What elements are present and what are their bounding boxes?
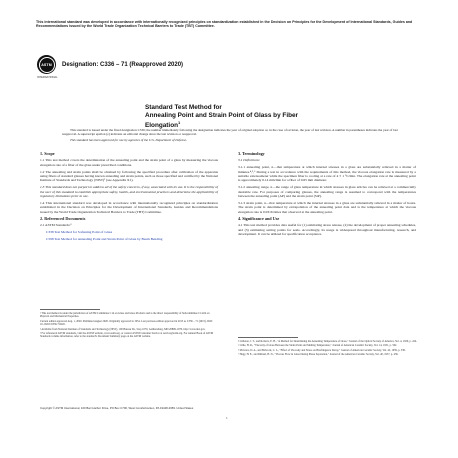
designation: Designation: C336 – 71 (Reapproved 2020) — [62, 62, 184, 68]
footnote-7: ⁷ Hagy, H. E., and Ritland, H. N., "Viscous Flow in Glass During Phase Separation," Journal of the American Ceramic Society, Vol. 40, 1957, p. 436. — [238, 353, 399, 357]
section-references-heading: 2. Referenced Documents — [40, 216, 86, 221]
standard-notice-p1: This standard is issued under the fixed designation C336; the number immediately following the designation indicates the year of original adoption or, in the case of revision, the year of last revision. A number in parentheses indicates the year of last reapproval. A superscript epsilon (ε) indicates an editorial change since the last revision or reapproval. — [62, 128, 398, 137]
reference-link-c338[interactable]: C338 Test Method for Softening Point of Glass — [46, 230, 113, 235]
logo-mark: ASTM — [39, 57, 55, 73]
footnote-5: ⁵ Lillie, H. R., "Viscosity of Glass Between the Strain Point and Melting Temperature," Journal of American Ceramic Society, Vol. 14, 1931, p. 502. — [238, 344, 398, 348]
standard-notice-p2: This standard has been approved for use by agencies of the U.S. Department of Defense. — [70, 138, 187, 143]
scope-1-3: 1.3 This standard does not purport to address all of the safety concerns, if any, associated with its use. It is the responsibility of the user of this standard to establish appropriate safety, health, and environmental practices and determine the applicability of regulatory limitations prior to use. — [40, 185, 219, 198]
footnote-2: ² Available from National Institute of Standards and Technology (NIST), 100 Bureau Dr., Stop 1070, Gaithersburg, MD 20899-1070, http://www.nist.gov. — [40, 327, 206, 331]
footnote-4: ⁴ Littleton, J. T., and Roberts, E. H., "A Method for Determining the Annealing Temperature of Glass," Journal of the Optical Society of America, Vol. 4, 1920, p. 224. — [238, 340, 417, 343]
footnote-rule-right — [238, 337, 298, 338]
footnote-rule-left — [40, 309, 100, 310]
references-list — [40, 223, 218, 241]
page-number: 1 — [226, 416, 228, 420]
reference-link-c598[interactable]: C598 Test Method for Annealing Point and Strain Point of Glass by Beam Bending — [46, 236, 163, 241]
section-scope-heading: 1. Scope — [40, 151, 55, 156]
scope-1-1: 1.1 This test method covers the determination of the annealing point and the strain point of a glass by measuring the viscous elongation rate of a fiber of the glass under prescribed conditions. — [40, 158, 218, 167]
standard-notice — [62, 128, 402, 143]
astm-logo-icon — [37, 55, 56, 74]
footnotes-right — [238, 340, 418, 357]
footnote-1: ¹ This test method is under the jurisdiction of ASTM Committee C14 on Glass and Glass Products and is the direct responsibility of Subcommittee C14.04 on Physical and Mechanical Properties. — [40, 312, 210, 319]
footnotes-left — [40, 312, 218, 339]
title-line-2: Annealing Point and Strain Point of Glass by Fiber — [145, 111, 299, 119]
terminology-3-1-1: 3.1.1 annealing point, n—that temperature at which internal stresses in a glass are substantially relieved in a matter of minutes.⁴,⁵,⁶ During a test in accordance with the requirements of this method, the viscous elongation rate is measured by a suitable extensometer while the specimen fiber is cooling at a rate of 4 ± 1 °C/min. The elongation rate at the annealing point is approximately 0.14 mm/min for a fiber of 0.65 mm diameter. — [238, 165, 416, 183]
right-column — [238, 152, 416, 239]
terminology-3-1-3: 3.1.3 strain point, n—that temperature at which the internal stresses in a glass are substantially relieved in a matter of hours. The strain point is determined by extrapolation of the annealing point data and is the temperature at which the viscous elongation rate is 0.0316 times that observed at the annealing point. — [238, 200, 416, 214]
footnote-3: ³ For referenced ASTM standards, visit the ASTM website, www.astm.org, or contact ASTM Customer Service at service@astm.org. For Annual Book of ASTM Standards volume information, refer to the standard's Document Summary page on the ASTM website. — [40, 332, 214, 339]
copyright-notice: Copyright © ASTM International, 100 Barr Harbor Drive, PO Box C700, West Conshohocken, PA 19428-2959. United States — [40, 406, 194, 410]
footnote-1b: Current edition approved Aug. 1, 2020. Published August 2020. Originally approved in 1954. Last previous edition approved in 2015 as C336 – 71 (2015). DOI: 10.1520/C0336-71R20. — [40, 319, 213, 327]
significance-4-1: 4.1 This test method provides data useful for (1) estimating stress release, (2) the development of proper annealing schedules, and (3) estimating setting points for seals. Accordingly, its usage is widespread throughout manufacturing, research, and development. It can be utilized for specification acceptance. — [238, 223, 416, 237]
refs-2-1: 2.1 ASTM Standards:³ — [40, 223, 72, 228]
footnote-6: ⁶ McGraw, D. A., and Babcock, C. L., "Effect of Viscosity and Stress on Birefringence Decay," Journal of American Ceramic Society, Vol. 42, 1959, p. 330. — [238, 348, 406, 352]
section-significance-heading: 4. Significance and Use — [238, 216, 280, 221]
title-line-1: Standard Test Method for — [145, 104, 222, 111]
scope-1-2: 1.2 The annealing and strain points shall be obtained by following the specified procedure after calibration of the apparatus using fibers of standard glasses having known annealing and strain points, such as those specified and certified by the National Institute of Standards and Technology (NIST)² (see Appendix X1). — [40, 169, 218, 183]
section-terminology-heading: 3. Terminology — [238, 151, 265, 156]
terminology-3-1: 3.1 Definitions: — [238, 158, 260, 163]
title-line-3-text: Elongation — [145, 122, 179, 130]
terminology-3-1-2: 3.1.2 annealing range, n—the range of glass temperature in which stresses in glass articles can be relieved at a commercially desirable rate. For purposes of comparing glasses, the annealing range is assumed to correspond with the temperatures between the annealing point (AP) and the strain point (StP). — [238, 185, 416, 198]
scope-1-4: 1.4 This international standard was developed in accordance with internationally recognized principles on standardization established in the Decision on Principles for the Development of International Standards, Guides and Recommendations issued by the World Trade Organization Technical Barriers to Trade (TBT) Committee. — [40, 200, 218, 214]
logo-caption: INTERNATIONAL — [37, 76, 58, 79]
left-column — [40, 152, 218, 243]
header-notice: This international standard was developed in accordance with internationally recognized principles on standardization established in the Decision on Principles for the Development of International Standards, Guides and Recommendations issued by the World Trade Organization Technical Barriers to Trade (TBT) Committee. — [36, 20, 413, 29]
title-footnote-marker: 1 — [178, 120, 181, 126]
document-title — [145, 104, 345, 130]
